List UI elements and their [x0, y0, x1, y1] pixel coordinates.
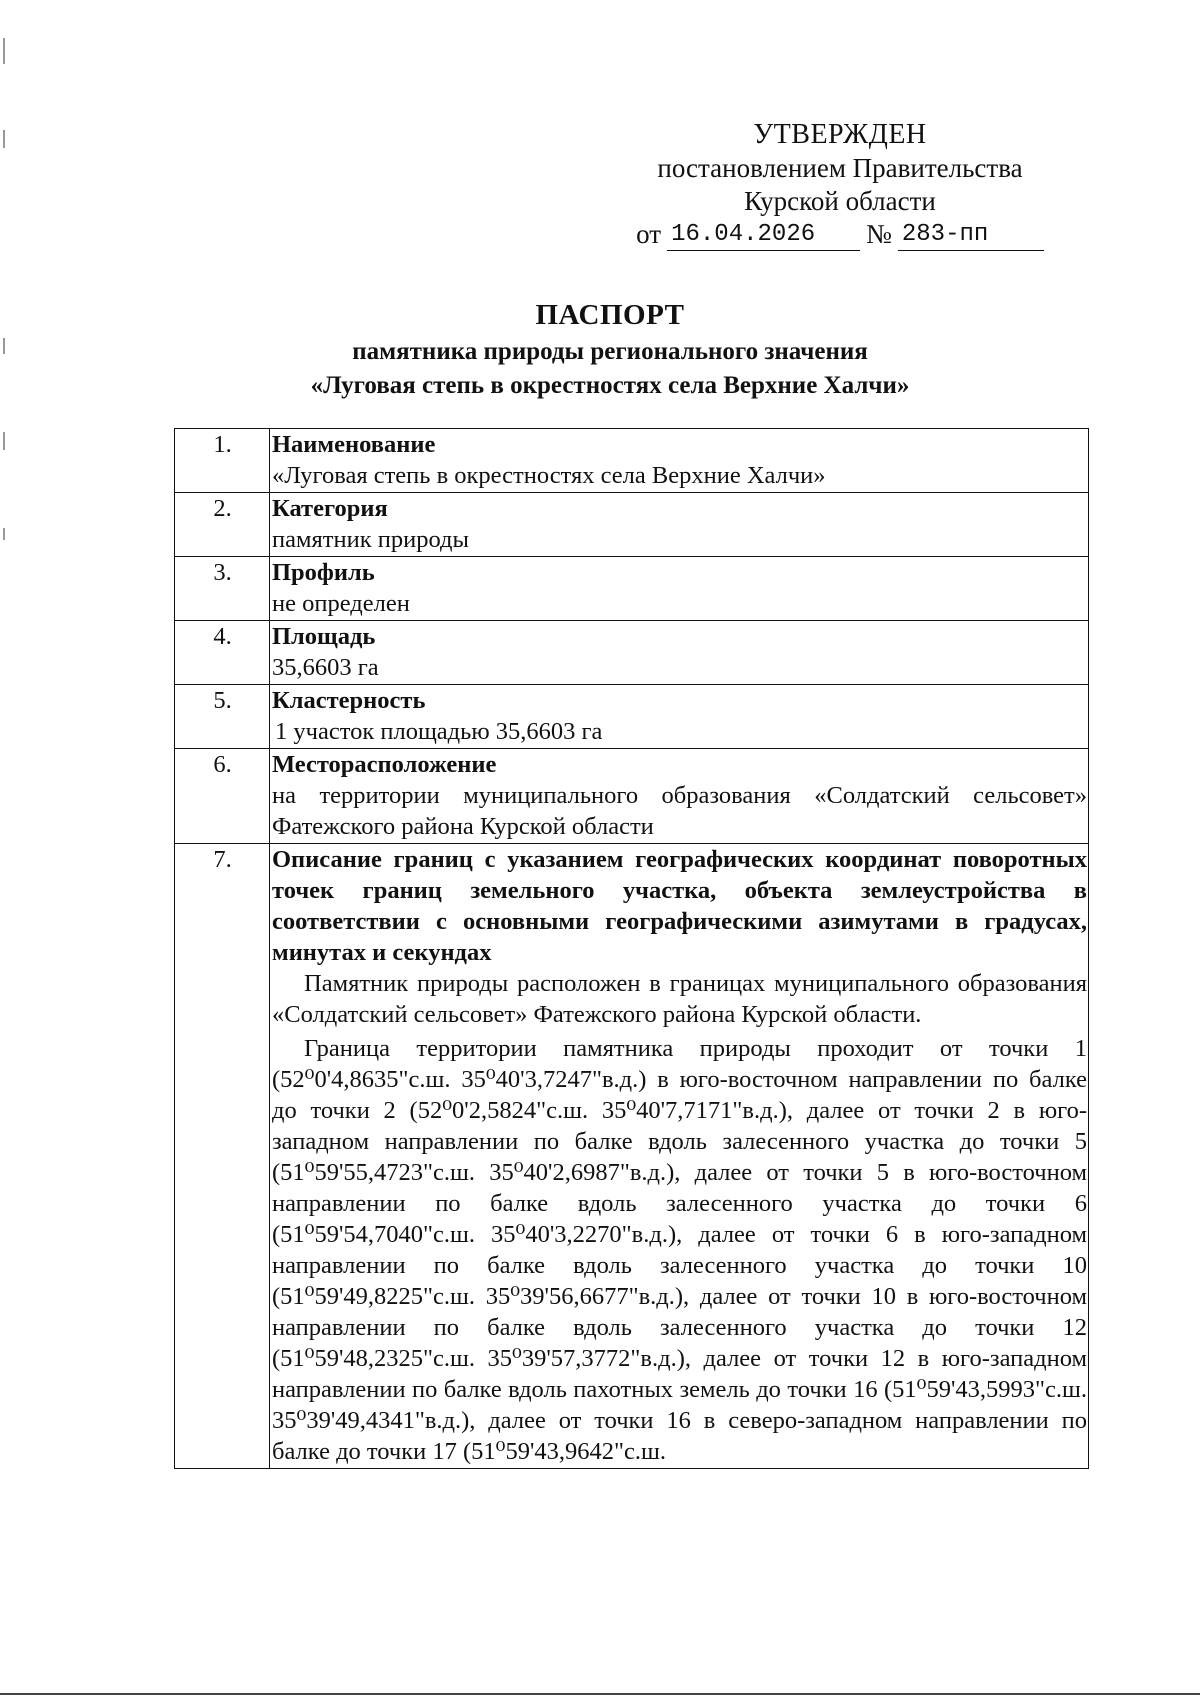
passport-table — [174, 428, 1089, 1469]
scan-margin-mark — [3, 528, 5, 540]
row-label: Наименование — [272, 431, 436, 458]
decree-number: 283-пп — [898, 220, 1044, 251]
scan-margin-mark — [3, 432, 5, 450]
approval-line: постановлением Правительства — [657, 153, 1023, 183]
document-subtitle: памятника природы регионального значения — [352, 338, 868, 365]
row-label: Категория — [272, 495, 388, 522]
table-row — [175, 685, 1089, 749]
row-content — [270, 621, 1089, 685]
row-label: Площадь — [272, 623, 376, 650]
row-number: 4. — [175, 621, 270, 685]
row-value: «Луговая степь в окрестностях села Верхние Халчи» — [272, 462, 826, 489]
boundary-paragraph: Памятник природы расположен в границах муниципального образования «Солдатский сельсовет» Фатежского района Курской области. — [272, 970, 1087, 1028]
row-label: Профиль — [272, 559, 375, 586]
row-content — [270, 844, 1089, 1469]
document-title: ПАСПОРТ — [535, 299, 685, 331]
row-number: 7. — [175, 844, 270, 1469]
boundary-paragraph: Граница территории памятника природы проходит от точки 1 (52⁰0'4,8635"с.ш. 35⁰40'3,7247"в.д.) в юго-восточном направлении по балке до точки 2 (52⁰0'2,5824"с.ш. 35⁰40'7,7171"в.д.), далее от точки 2 в юго-западном направлении по балке вдоль залесенного участка до точки 5 (51⁰59'55,4723"с.ш. 35⁰40'2,6987"в.д.), далее от точки 5 в юго-восточном направлении по балке вдоль залесенного участка до точки 6 (51⁰59'54,7040"с.ш. 35⁰40'3,2270"в.д.), далее от точки 6 в юго-западном направлении по балке вдоль залесенного участка до точки 10 (51⁰59'49,8225"с.ш. 35⁰39'56,6677"в.д.), далее от точки 10 в юго-восточном направлении по балке вдоль залесенного участка до точки 12 (51⁰59'48,2325"с.ш. 35⁰39'57,3772"в.д.), далее от точки 12 в юго-западном направлении по балке вдоль пахотных земель до точки 16 (51⁰59'43,5993"с.ш. 35⁰39'49,4341"в.д.), далее от точки 16 в северо-западном направлении по балке до точки 17 (51⁰59'43,9642"с.ш. — [272, 1035, 1087, 1465]
row-value: на территории муниципального образования «Солдатский сельсовет» Фатежского района Курской области — [272, 782, 1087, 840]
row-value: 1 участок площадью 35,6603 га — [275, 718, 603, 745]
table-row — [175, 844, 1089, 1469]
scan-margin-mark — [3, 130, 5, 148]
table-row — [175, 749, 1089, 844]
table-row — [175, 429, 1089, 493]
row-number: 5. — [175, 685, 270, 749]
decree-date-number — [600, 218, 1080, 251]
row-number: 1. — [175, 429, 270, 493]
decree-date: 16.04.2026 — [667, 220, 860, 251]
page-edge-line — [0, 1693, 1200, 1695]
row-content — [270, 429, 1089, 493]
row-value: 35,6603 га — [272, 654, 379, 681]
row-value: памятник природы — [272, 526, 469, 553]
row-value: не определен — [272, 590, 410, 617]
row-number: 3. — [175, 557, 270, 621]
row-content — [270, 493, 1089, 557]
approval-line: Курской области — [744, 186, 936, 216]
row-content — [270, 749, 1089, 844]
scan-margin-mark — [3, 38, 5, 64]
row-content — [270, 685, 1089, 749]
table-row — [175, 621, 1089, 685]
date-prefix: от — [636, 219, 662, 249]
scan-margin-mark — [3, 338, 5, 354]
row-number: 2. — [175, 493, 270, 557]
table-row — [175, 557, 1089, 621]
document-heading — [160, 297, 1060, 403]
monument-name: «Луговая степь в окрестностях села Верхние Халчи» — [310, 372, 910, 399]
row-number: 6. — [175, 749, 270, 844]
row-label: Описание границ с указанием географических координат поворотных точек границ земельного участка, объекта землеустройства в соответствии с основными географическими азимутами в градусах, минутах и секундах — [272, 846, 1087, 966]
row-content — [270, 557, 1089, 621]
table-row — [175, 493, 1089, 557]
number-prefix: № — [866, 219, 892, 249]
row-label: Месторасположение — [272, 751, 497, 778]
approval-title: УТВЕРЖДЕН — [753, 119, 927, 150]
approval-block — [600, 118, 1080, 251]
row-label: Кластерность — [272, 687, 426, 714]
